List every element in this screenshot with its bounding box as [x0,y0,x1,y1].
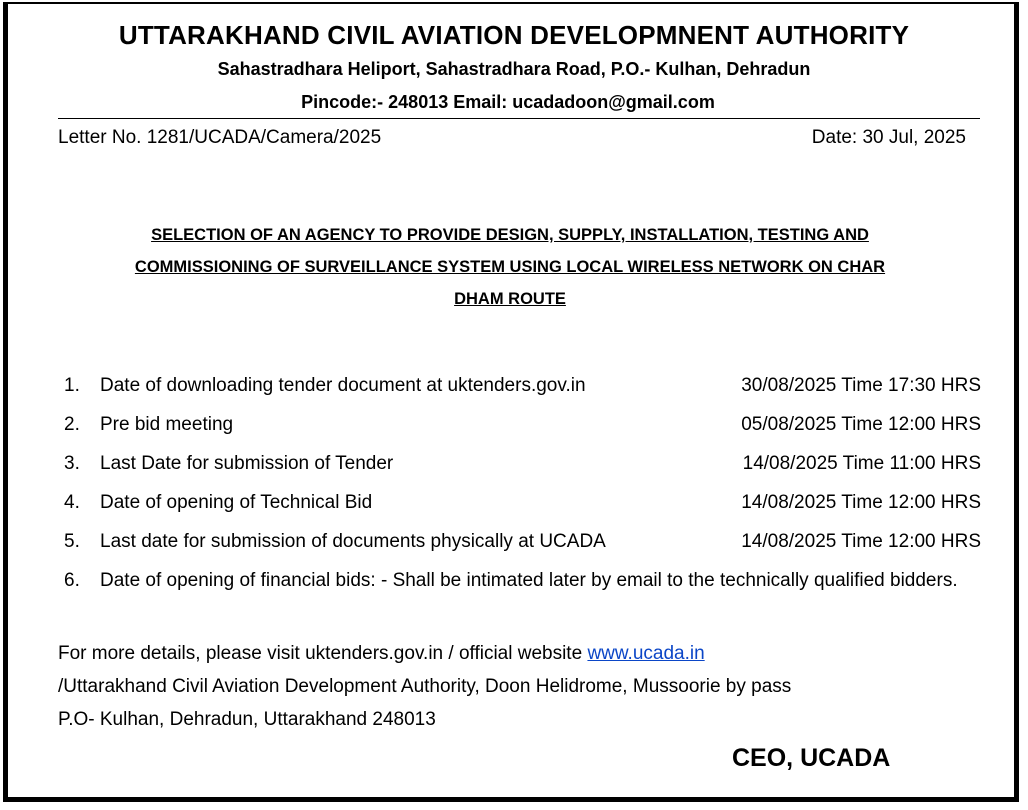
organization-name: UTTARAKHAND CIVIL AVIATION DEVELOPMNENT AUTHORITY [118,20,910,50]
schedule-item [58,368,983,407]
item-label: Date of opening of financial bids: - Shall be intimated later by email to the technically qualified bidders. [100,570,958,591]
subject-heading [60,219,960,315]
organization-address: Sahastradhara Heliport, Sahastradhara Road, P.O.- Kulhan, Dehradun [217,59,811,79]
frame-inner-rule [13,797,1009,798]
letter-date: Date: 30 Jul, 2025 [811,127,966,148]
item-datetime: 05/08/2025 Time 12:00 HRS [741,414,981,435]
item-label: Date of downloading tender document at uktenders.gov.in [100,375,586,396]
subject-line-3: DHAM ROUTE [454,290,566,308]
item-datetime: 14/08/2025 Time 11:00 HRS [742,453,981,474]
item-datetime: 14/08/2025 Time 12:00 HRS [741,492,981,513]
header-divider [58,118,980,119]
item-datetime: 30/08/2025 Time 17:30 HRS [741,375,981,396]
item-number: 6. [64,570,80,591]
item-datetime: 14/08/2025 Time 12:00 HRS [741,531,981,552]
details-line-1 [58,637,958,670]
item-label: Last date for submission of documents physically at UCADA [100,531,606,552]
schedule-item [58,407,983,446]
item-label: Last Date for submission of Tender [100,453,394,474]
tender-schedule-list [58,368,983,627]
item-number: 3. [64,453,80,474]
item-number: 1. [64,375,80,396]
schedule-item [58,485,983,524]
item-number: 5. [64,531,80,552]
schedule-item [58,524,983,563]
item-label: Date of opening of Technical Bid [100,492,373,513]
subject-line-2: COMMISSIONING OF SURVEILLANCE SYSTEM USING LOCAL WIRELESS NETWORK ON CHAR [134,258,886,276]
item-number: 2. [64,414,80,435]
organization-contact: Pincode:- 248013 Email: ucadadoon@gmail.com [301,92,715,112]
signatory: CEO, UCADA [732,744,891,772]
details-line-3: P.O- Kulhan, Dehradun, Uttarakhand 248013 [58,709,436,730]
item-label: Pre bid meeting [100,414,234,435]
website-link[interactable]: www.ucada.in [587,643,705,664]
schedule-item [58,446,983,485]
schedule-item [58,563,983,627]
letter-number: Letter No. 1281/UCADA/Camera/2025 [58,127,382,148]
details-line-2: /Uttarakhand Civil Aviation Development Authority, Doon Helidrome, Mussoorie by pass [58,676,792,697]
details-prefix: For more details, please visit uktenders.gov.in / official website [58,643,588,664]
more-details-paragraph [58,637,958,736]
subject-line-1: SELECTION OF AN AGENCY TO PROVIDE DESIGN, SUPPLY, INSTALLATION, TESTING AND [151,226,869,244]
item-number: 4. [64,492,80,513]
